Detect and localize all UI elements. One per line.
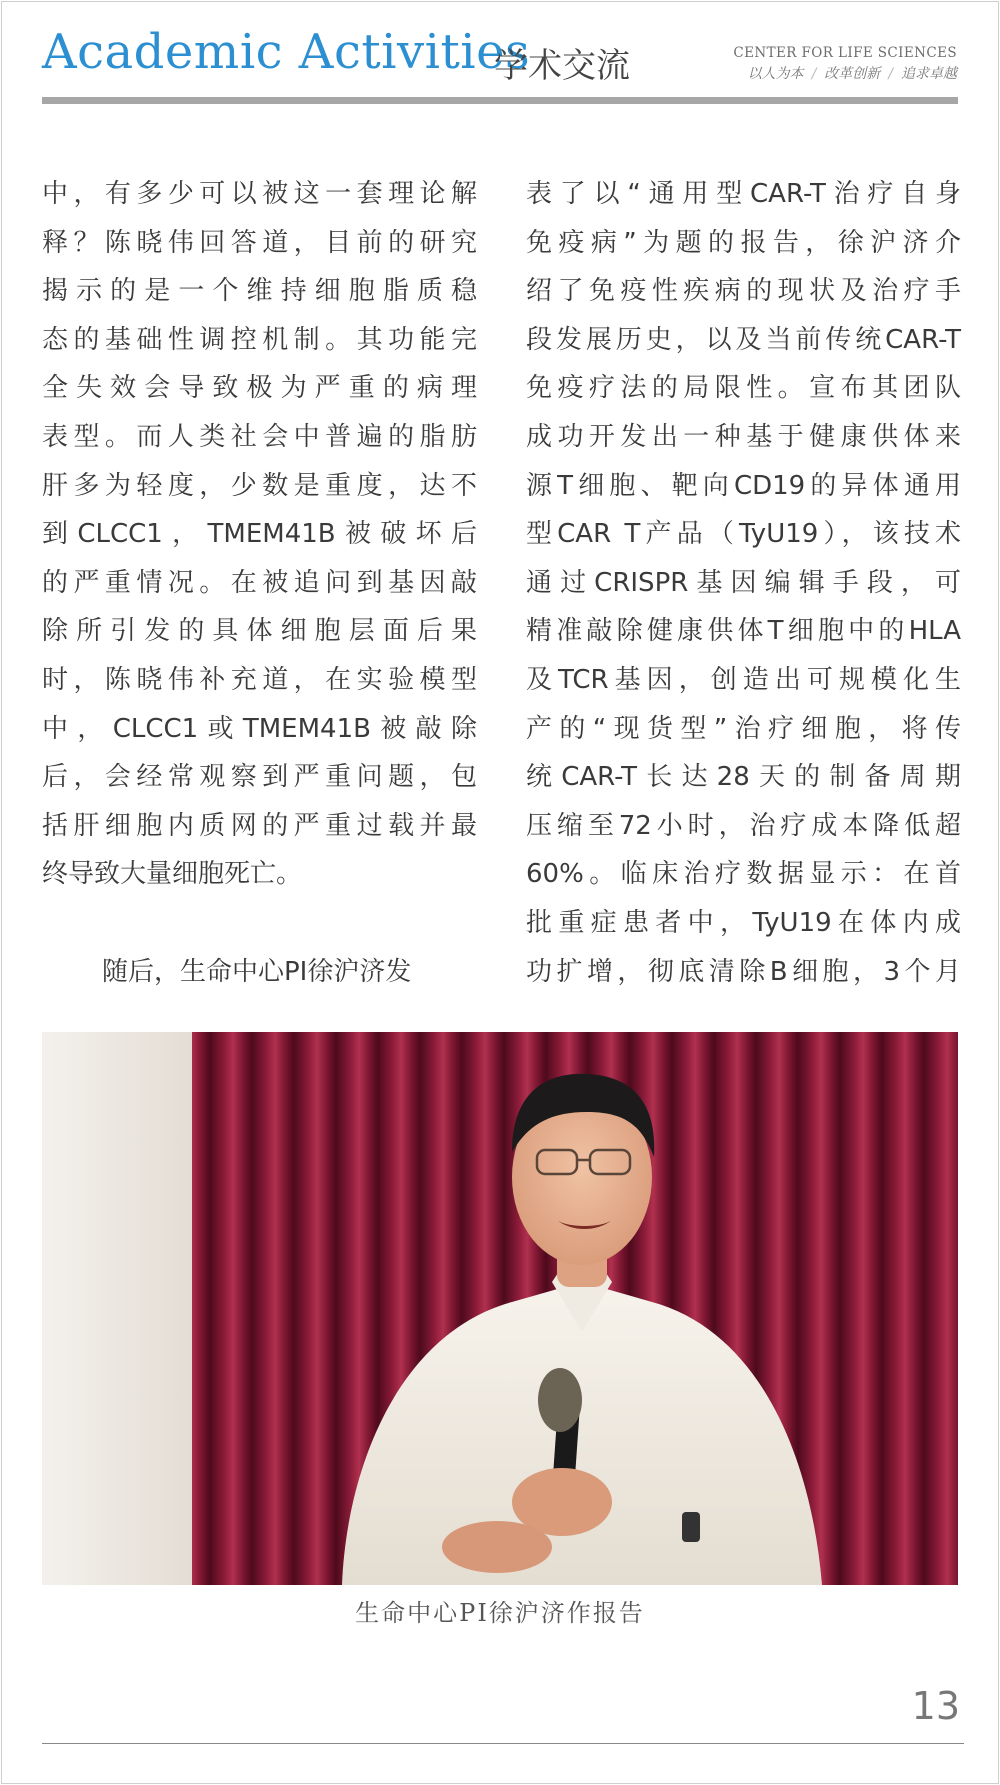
text-line: 成功开发出一种基于健康供体来 [526, 421, 961, 452]
article-left-column [42, 170, 477, 996]
text-line-last: 终导致大量细胞死亡。 [42, 859, 303, 890]
text-line: 源T细胞、靶向CD19的异体通用 [526, 470, 961, 501]
text-line: 后，会经常观察到严重问题，包 [42, 762, 477, 793]
text-line: 60%。临床治疗数据显示：在首 [526, 859, 961, 890]
hand-lower [442, 1521, 552, 1573]
text-line: 除所引发的具体细胞层面后果 [42, 616, 477, 647]
text-line: 中，有多少可以被这一套理论解 [42, 179, 477, 209]
text-line-para-start: 随后，生命中心PI徐沪济发 [102, 956, 412, 987]
wristwatch [682, 1512, 700, 1542]
motto-3: 追求卓越 [901, 66, 957, 82]
motto-separator: / [811, 66, 817, 82]
page-number: 13 [911, 1684, 960, 1728]
text-line: 及TCR基因，创造出可规模化生 [526, 664, 961, 695]
motto-line [748, 63, 957, 83]
speaker-photo [42, 1032, 958, 1585]
text-line: 表了以“通用型CAR-T治疗自身 [526, 179, 961, 209]
text-line: 表型。而人类社会中普遍的脂肪 [42, 421, 477, 452]
text-line: 到CLCC1，TMEM41B被破坏后 [42, 519, 477, 550]
text-line: 功扩增，彻底清除B细胞，3个月 [526, 956, 961, 987]
header-divider [42, 97, 958, 104]
wall-area [42, 1032, 192, 1585]
text-line: 压缩至72小时，治疗成本降低超 [526, 810, 961, 841]
motto-2: 改革创新 [824, 66, 881, 82]
text-line: 括肝细胞内质网的严重过载并最 [42, 810, 477, 841]
text-line: 释？陈晓伟回答道，目前的研究 [42, 227, 477, 258]
text-line: 中，CLCC1或TMEM41B被敲除 [42, 713, 477, 744]
footer-divider [42, 1743, 964, 1744]
text-line: 的严重情况。在被追问到基因敲 [42, 567, 477, 598]
text-line: 型CAR T产品（TyU19），该技术 [526, 519, 961, 550]
paragraph-gap [42, 899, 477, 948]
photo-caption: 生命中心PI徐沪济作报告 [355, 1599, 645, 1627]
text-line: 态的基础性调控机制。其功能完 [42, 324, 477, 355]
text-line: 免疫病”为题的报告，徐沪济介 [526, 227, 961, 258]
text-line: 产的“现货型”治疗细胞，将传 [526, 713, 961, 744]
section-title-zh: 学术交流 [494, 46, 630, 86]
text-line: 统CAR-T长达28天的制备周期 [526, 762, 961, 793]
article-right-column [526, 170, 961, 996]
text-line: 段发展历史，以及当前传统CAR-T [526, 324, 961, 355]
text-line: 免疫疗法的局限性。宣布其团队 [526, 373, 961, 404]
text-line: 精准敲除健康供体T细胞中的HLA [526, 616, 961, 647]
microphone-head [538, 1368, 582, 1432]
motto-separator: / [888, 66, 893, 82]
text-line: 时，陈晓伟补充道，在实验模型 [42, 664, 477, 695]
center-name: CENTER FOR LIFE SCIENCES [733, 45, 957, 61]
text-line: 绍了免疫性疾病的现状及治疗手 [526, 276, 961, 307]
section-title-en: Academic Activities [42, 24, 531, 80]
text-line: 批重症患者中，TyU19在体内成 [526, 907, 961, 938]
motto-1: 以人为本 [747, 66, 804, 82]
text-line: 通过CRISPR基因编辑手段，可 [526, 567, 961, 598]
text-line: 肝多为轻度，少数是重度，达不 [42, 470, 477, 501]
text-line: 全失效会导致极为严重的病理 [42, 373, 477, 404]
text-line: 揭示的是一个维持细胞脂质稳 [42, 276, 477, 307]
